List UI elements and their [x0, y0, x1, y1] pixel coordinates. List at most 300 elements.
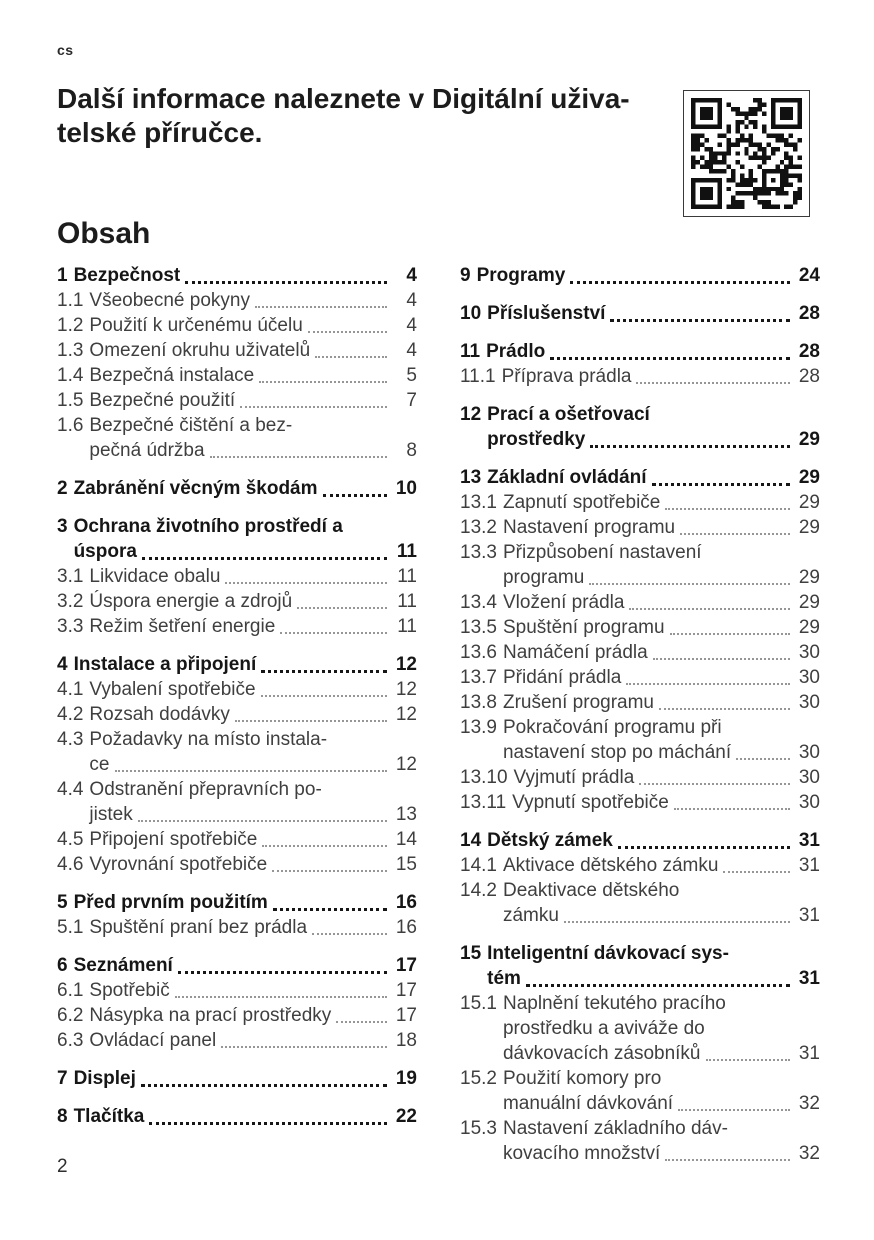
qr-code-icon	[683, 90, 810, 217]
toc-entry-page: 4	[406, 290, 417, 311]
toc-entry-last-line	[89, 752, 417, 777]
toc-entry-number: 7	[57, 1068, 68, 1089]
toc-entry	[460, 615, 820, 640]
toc-entry-page: 30	[798, 642, 820, 663]
toc-entry-page: 28	[798, 366, 820, 387]
toc-entry	[57, 890, 417, 915]
toc-entry-number: 3.3	[57, 616, 84, 637]
toc-entry-page: 29	[798, 467, 820, 488]
toc-entry-page: 29	[798, 567, 820, 588]
toc-entry-title-line: Inteligentní dávkovací sys-	[487, 943, 729, 964]
dot-leader	[723, 871, 790, 873]
toc-entry-body	[512, 790, 820, 815]
toc-entry-page: 7	[406, 390, 417, 411]
dot-leader	[670, 633, 790, 635]
toc-entry-title-line: prostředku a aviváže do	[502, 1018, 705, 1039]
toc-entry	[57, 1066, 417, 1091]
page-heading	[57, 82, 667, 150]
toc-entry-title: Použití k určenému účelu	[89, 315, 303, 336]
toc-entry-last-line	[503, 665, 820, 690]
toc-entry	[57, 677, 417, 702]
toc-entry-page: 12	[395, 704, 417, 725]
dot-leader	[312, 933, 387, 935]
toc-entry-last-line	[74, 263, 417, 288]
toc-entry-number: 15	[460, 943, 482, 964]
dot-leader	[636, 382, 790, 384]
toc-entry-page: 31	[798, 855, 820, 876]
toc-entry-title: Vybalení spotřebiče	[89, 679, 256, 700]
toc-entry-page: 15	[395, 854, 417, 875]
toc-entry-body	[89, 589, 417, 614]
toc-entry-title: Příslušenství	[487, 303, 606, 324]
toc-entry-last-line	[74, 652, 417, 677]
toc-entry-body	[89, 827, 417, 852]
toc-entry-body	[502, 364, 820, 389]
toc-entry-number: 13.2	[460, 517, 497, 538]
toc-entry-last-line	[503, 1041, 820, 1066]
toc-entry-last-line	[503, 565, 820, 590]
toc-entry-title: Vypnutí spotřebiče	[512, 792, 669, 813]
toc-entry-page: 24	[798, 265, 820, 286]
toc-entry-last-line	[89, 978, 417, 1003]
toc-entry-title: Programy	[476, 265, 566, 286]
toc-entry	[460, 765, 820, 790]
toc-entry	[57, 564, 417, 589]
toc-entry-page: 17	[395, 1005, 417, 1026]
toc-entry-number: 8	[57, 1106, 68, 1127]
toc-entry-number: 13.5	[460, 617, 497, 638]
toc-entry-last-line	[503, 690, 820, 715]
toc-entry-body	[487, 402, 820, 452]
toc-entry-body	[89, 915, 417, 940]
toc-entry	[57, 614, 417, 639]
toc-entry-number: 5	[57, 892, 68, 913]
toc-entry-body	[89, 413, 417, 463]
toc-entry	[57, 338, 417, 363]
toc-entry-title-line: Prací a ošetřovací	[487, 404, 650, 425]
dot-leader	[297, 607, 387, 609]
dot-leader	[225, 582, 387, 584]
toc-entry	[460, 853, 820, 878]
toc-entry-last-line	[503, 903, 820, 928]
toc-entry	[57, 702, 417, 727]
toc-entry	[57, 978, 417, 1003]
toc-entry-title: kovacího množství	[502, 1143, 661, 1164]
toc-entry-body	[514, 765, 820, 790]
toc-entry-page: 17	[395, 955, 417, 976]
toc-entry	[57, 852, 417, 877]
toc-entry	[460, 590, 820, 615]
toc-column-right	[460, 263, 820, 1166]
toc-entry-body	[89, 978, 417, 1003]
toc-entry-body	[89, 388, 417, 413]
toc-entry-title: Omezení okruhu uživatelů	[89, 340, 311, 361]
toc-entry-page: 11	[397, 616, 417, 637]
toc-entry-title: Spuštění programu	[502, 617, 665, 638]
toc-entry-title: Bezpečná instalace	[89, 365, 255, 386]
toc-entry-body	[89, 702, 417, 727]
dot-leader	[240, 406, 387, 408]
toc-entry-body	[503, 878, 820, 928]
toc-entry	[57, 777, 417, 827]
toc-entry	[460, 402, 820, 452]
toc-entry-body	[487, 828, 820, 853]
dot-leader	[680, 533, 790, 535]
dot-leader	[626, 683, 790, 685]
toc-entry-page: 28	[798, 341, 820, 362]
dot-leader	[610, 319, 790, 322]
toc-entry-body	[503, 690, 820, 715]
toc-entry-body	[74, 1104, 417, 1129]
toc-entry-body	[74, 953, 417, 978]
toc-entry-page: 18	[395, 1030, 417, 1051]
toc-entry-page: 30	[798, 792, 820, 813]
toc-entry	[460, 991, 820, 1066]
toc-entry-page: 13	[395, 804, 417, 825]
toc-entry-number: 5.1	[57, 917, 84, 938]
toc-entry	[460, 640, 820, 665]
toc-entry-number: 4.1	[57, 679, 84, 700]
toc-entry-body	[74, 890, 417, 915]
toc-entry-body	[503, 490, 820, 515]
toc-entry-page: 4	[406, 265, 417, 286]
toc-entry-body	[503, 665, 820, 690]
toc-entry-number: 13.4	[460, 592, 497, 613]
toc-entry-page: 4	[406, 340, 417, 361]
toc-entry-number: 4.4	[57, 779, 84, 800]
toc-entry-page: 29	[798, 517, 820, 538]
toc-entry-title: Úspora energie a zdrojů	[89, 591, 293, 612]
toc-entry-body	[74, 476, 417, 501]
toc-entry-page: 29	[798, 592, 820, 613]
toc-entry-last-line	[89, 677, 417, 702]
toc-entry-number: 4	[57, 654, 68, 675]
toc-entry-last-line	[503, 1091, 820, 1116]
toc-entry	[57, 413, 417, 463]
toc-entry-title: Namáčení prádla	[502, 642, 648, 663]
language-code: cs	[57, 42, 74, 58]
toc-entry-title: Prádlo	[486, 341, 546, 362]
toc-entry-body	[89, 1028, 417, 1053]
toc-entry-last-line	[487, 966, 820, 991]
toc-entry-last-line	[89, 564, 417, 589]
toc-entry	[460, 515, 820, 540]
dot-leader	[221, 1046, 387, 1048]
toc-entry-number: 1.6	[57, 415, 84, 436]
dot-leader	[674, 808, 790, 810]
dot-leader	[259, 381, 387, 383]
toc-entry-body	[89, 677, 417, 702]
toc-entry-number: 12	[460, 404, 482, 425]
dot-leader	[590, 445, 790, 448]
toc-entry-title: Základní ovládání	[487, 467, 647, 488]
toc-entry-title: Příprava prádla	[501, 366, 632, 387]
toc-entry-title: Ovládací panel	[89, 1030, 217, 1051]
dot-leader	[550, 357, 790, 360]
toc-entry-body	[74, 652, 417, 677]
toc-entry-last-line	[503, 740, 820, 765]
toc-entry-number: 4.5	[57, 829, 84, 850]
toc-entry-title-line: Přizpůsobení nastavení	[502, 542, 702, 563]
toc-entry-title: Dětský zámek	[487, 830, 613, 851]
toc-entry-number: 1.4	[57, 365, 84, 386]
toc-entry	[57, 1104, 417, 1129]
toc-entry-number: 1.1	[57, 290, 84, 311]
toc-entry-number: 14.1	[460, 855, 497, 876]
toc-entry-page: 12	[395, 754, 417, 775]
toc-entry-body	[74, 514, 417, 564]
dot-leader	[261, 670, 387, 673]
toc-entry-title-line: Naplnění tekutého pracího	[502, 993, 726, 1014]
toc-entry-last-line	[503, 490, 820, 515]
dot-leader	[336, 1021, 387, 1023]
toc-entry-page: 28	[798, 303, 820, 324]
toc-entry	[460, 364, 820, 389]
toc-entry-number: 15.1	[460, 993, 497, 1014]
toc-entry-number: 4.6	[57, 854, 84, 875]
toc-entry-page: 16	[395, 892, 417, 913]
toc-entry	[57, 514, 417, 564]
toc-entry-last-line	[503, 1141, 820, 1166]
toc-entry-body	[74, 1066, 417, 1091]
toc-entry-number: 14	[460, 830, 482, 851]
toc-entry-page: 32	[798, 1143, 820, 1164]
toc-entry-last-line	[503, 615, 820, 640]
toc-entry-last-line	[89, 614, 417, 639]
toc-entry-title: Bezpečné použití	[89, 390, 236, 411]
toc-entry-title: Nastavení programu	[502, 517, 676, 538]
toc-entry	[57, 953, 417, 978]
toc-entry-title: Přidání prádla	[502, 667, 622, 688]
toc-entry	[57, 388, 417, 413]
toc-entry-title-line: Nastavení základního dáv-	[502, 1118, 728, 1139]
toc-entry-number: 3.2	[57, 591, 84, 612]
dot-leader	[141, 1084, 387, 1087]
toc-entry-last-line	[486, 339, 820, 364]
toc-entry-last-line	[89, 827, 417, 852]
toc-entry-number: 13.8	[460, 692, 497, 713]
toc-entry	[460, 665, 820, 690]
toc-entry-body	[503, 640, 820, 665]
toc-entry-page: 31	[798, 968, 820, 989]
toc-entry-last-line	[74, 1066, 417, 1091]
toc-entry-number: 1.5	[57, 390, 84, 411]
dot-leader	[138, 820, 387, 822]
toc-entry-last-line	[89, 388, 417, 413]
toc-entry-last-line	[503, 515, 820, 540]
dot-leader	[115, 770, 388, 772]
toc-entry-title: Vyjmutí prádla	[513, 767, 635, 788]
toc-entry-title: Před prvním použitím	[73, 892, 268, 913]
toc-entry-page: 29	[798, 429, 820, 450]
toc-entry-body	[477, 263, 820, 288]
toc-entry	[57, 288, 417, 313]
toc-entry	[57, 1028, 417, 1053]
toc-entry-last-line	[487, 427, 820, 452]
toc-entry-title: Zrušení programu	[502, 692, 654, 713]
toc-entry-body	[89, 363, 417, 388]
toc-entry-body	[503, 853, 820, 878]
dot-leader	[678, 1109, 790, 1111]
toc-entry-page: 12	[395, 679, 417, 700]
toc-entry-title: Vyrovnání spotřebiče	[89, 854, 268, 875]
toc-entry-number: 13.6	[460, 642, 497, 663]
page-heading-line2: telské příručce.	[57, 117, 263, 148]
page-number: 2	[57, 1156, 68, 1177]
toc-entry-last-line	[74, 890, 417, 915]
toc-entry-page: 12	[395, 654, 417, 675]
dot-leader	[280, 632, 387, 634]
dot-leader	[736, 758, 790, 760]
toc-entry-last-line	[89, 802, 417, 827]
toc-entry-title: Spuštění praní bez prádla	[89, 917, 308, 938]
toc-entry-page: 22	[395, 1106, 417, 1127]
dot-leader	[526, 984, 790, 987]
toc-entry-title: Tlačítka	[73, 1106, 145, 1127]
dot-leader	[210, 456, 387, 458]
toc-entry-number: 6.3	[57, 1030, 84, 1051]
toc-entry-number: 13.3	[460, 542, 497, 563]
toc-entry-last-line	[503, 590, 820, 615]
toc-entry	[460, 1066, 820, 1116]
toc-entry	[57, 313, 417, 338]
toc-entry-page: 16	[395, 917, 417, 938]
toc-entry-body	[487, 941, 820, 991]
toc-entry-body	[89, 1003, 417, 1028]
toc-entry-title: manuální dávkování	[502, 1093, 674, 1114]
toc-entry-number: 11	[460, 341, 481, 362]
toc-entry-title: Bezpečnost	[73, 265, 181, 286]
toc-entry	[460, 301, 820, 326]
toc-entry-number: 14.2	[460, 880, 497, 901]
toc-entry-number: 13.10	[460, 767, 508, 788]
toc-entry-page: 30	[798, 692, 820, 713]
toc-entry-title: prostředky	[487, 429, 586, 450]
toc-entry-last-line	[74, 953, 417, 978]
toc-entry-page: 11	[397, 566, 417, 587]
toc-entry-number: 6.2	[57, 1005, 84, 1026]
toc-entry-last-line	[89, 1028, 417, 1053]
dot-leader	[272, 870, 387, 872]
toc-entry-number: 15.3	[460, 1118, 497, 1139]
toc-entry-title-line: Odstranění přepravních po-	[89, 779, 322, 800]
toc-entry-number: 15.2	[460, 1068, 497, 1089]
toc-entry-body	[503, 1116, 820, 1166]
toc-entry-number: 6.1	[57, 980, 84, 1001]
toc-entry-page: 32	[798, 1093, 820, 1114]
toc-entry-body	[487, 301, 820, 326]
dot-leader	[639, 783, 790, 785]
toc-entry-number: 9	[460, 265, 471, 286]
toc-entry	[460, 465, 820, 490]
toc-entry-number: 4.3	[57, 729, 84, 750]
toc-entry-number: 10	[460, 303, 482, 324]
toc-entry-body	[89, 777, 417, 827]
toc-entry-body	[487, 465, 820, 490]
toc-entry-number: 3	[57, 516, 68, 537]
toc-entry-title-line: Deaktivace dětského	[502, 880, 680, 901]
toc-entry-page: 30	[798, 667, 820, 688]
toc-entry-number: 1.3	[57, 340, 84, 361]
toc-entry-page: 10	[395, 478, 417, 499]
toc-entry-number: 13.1	[460, 492, 497, 513]
toc-entry-body	[89, 564, 417, 589]
toc-entry-number: 1	[57, 265, 68, 286]
dot-leader	[323, 494, 387, 497]
dot-leader	[706, 1059, 791, 1061]
toc-entry-last-line	[89, 915, 417, 940]
toc-entry-number: 13	[460, 467, 482, 488]
page-heading-line1: Další informace naleznete v Digitální uživa-	[57, 83, 630, 114]
toc-entry-title: dávkovacích zásobníků	[502, 1043, 701, 1064]
toc-entry-title: Seznámení	[73, 955, 173, 976]
dot-leader	[652, 483, 790, 486]
toc-entry-last-line	[487, 828, 820, 853]
toc-entry-body	[503, 991, 820, 1066]
toc-entry	[57, 652, 417, 677]
toc-entry-title-line: Pokračování programu při	[502, 717, 722, 738]
dot-leader	[273, 908, 387, 911]
toc-entry	[460, 263, 820, 288]
toc-entry-number: 6	[57, 955, 68, 976]
toc-entry	[57, 263, 417, 288]
toc-entry-last-line	[89, 852, 417, 877]
dot-leader	[149, 1122, 387, 1125]
toc-entry-number: 13.11	[460, 792, 507, 813]
toc-entry-last-line	[89, 702, 417, 727]
toc-entry-last-line	[503, 853, 820, 878]
toc-entry-title: jistek	[89, 804, 133, 825]
dot-leader	[235, 720, 387, 722]
toc-entry-page: 31	[798, 1043, 820, 1064]
toc-entry-title: Připojení spotřebiče	[89, 829, 258, 850]
toc-entry-title: Zapnutí spotřebiče	[502, 492, 661, 513]
toc-entry-number: 13.9	[460, 717, 497, 738]
toc-entry	[57, 1003, 417, 1028]
dot-leader	[665, 1159, 790, 1161]
toc-entry-number: 3.1	[57, 566, 84, 587]
toc-entry-page: 29	[798, 492, 820, 513]
toc-entry-title-line: Ochrana životního prostředí a	[73, 516, 343, 537]
toc-entry-number: 13.7	[460, 667, 497, 688]
toc-entry	[57, 363, 417, 388]
toc-entry-page: 19	[395, 1068, 417, 1089]
dot-leader	[308, 331, 387, 333]
toc-entry-title: Aktivace dětského zámku	[502, 855, 719, 876]
dot-leader	[315, 356, 387, 358]
toc-entry-title: programu	[502, 567, 585, 588]
toc-entry-number: 4.2	[57, 704, 84, 725]
toc-entry-title: Instalace a připojení	[73, 654, 257, 675]
toc-entry-page: 11	[396, 541, 417, 562]
toc-entry-body	[503, 515, 820, 540]
dot-leader	[629, 608, 790, 610]
toc-entry-page: 17	[395, 980, 417, 1001]
dot-leader	[185, 281, 387, 284]
toc-entry-title: Rozsah dodávky	[89, 704, 230, 725]
toc-entry-page: 11	[397, 591, 417, 612]
toc-entry-title: zámku	[502, 905, 559, 926]
toc-entry-title: tém	[487, 968, 521, 989]
toc-entry-body	[503, 590, 820, 615]
toc-entry-body	[89, 288, 417, 313]
toc-entry-page: 30	[798, 767, 820, 788]
toc-entry	[460, 715, 820, 765]
toc-entry	[57, 476, 417, 501]
toc-column-left	[57, 263, 417, 1166]
toc-entry	[460, 828, 820, 853]
toc-entry	[460, 490, 820, 515]
